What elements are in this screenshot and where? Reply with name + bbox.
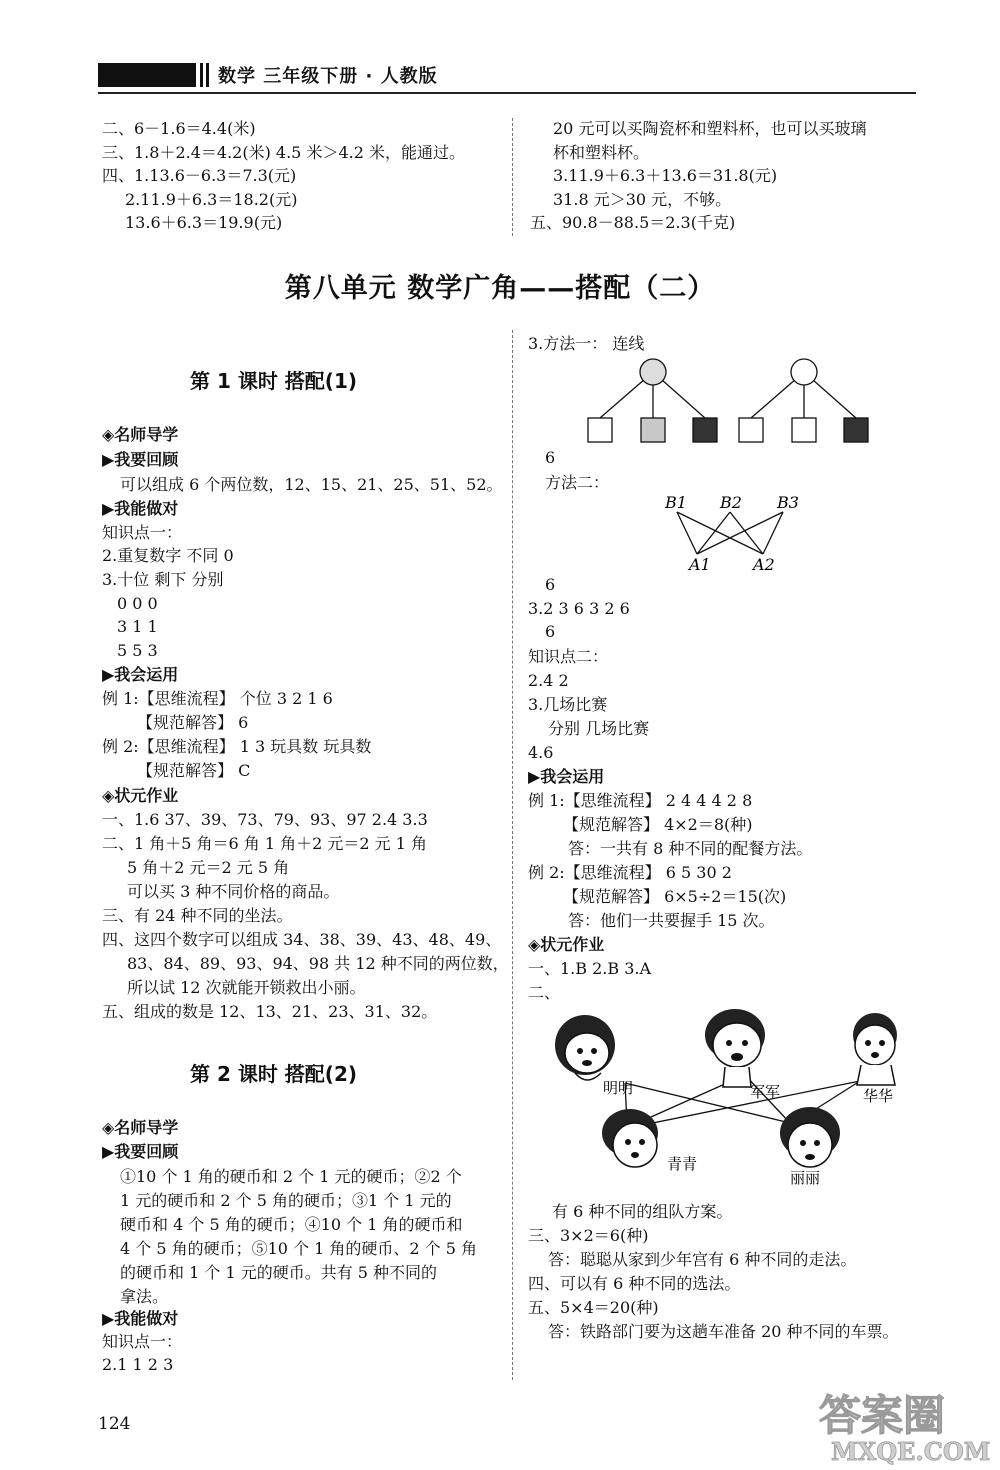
header-bar	[200, 63, 203, 87]
header-rule	[98, 92, 916, 94]
unit-title: 第八单元 数学广角——搭配（二）	[284, 273, 716, 304]
text-line: 知识点二：	[528, 647, 609, 666]
text-line: 31.8 元＞30 元，不够。	[553, 190, 732, 209]
text-line: 6	[545, 622, 556, 641]
text-line: 3.几场比赛	[528, 695, 608, 714]
tree-leaf-node	[588, 418, 612, 442]
text-line: 例 1:【思维流程】 2 4 4 4 2 8	[528, 791, 753, 810]
kid-lili-avatar	[780, 1107, 840, 1167]
subsection-heading: ▶我会运用	[102, 665, 179, 684]
text-line: 【规范解答】 4×2＝8(种)	[563, 815, 753, 834]
text-line: 五、组成的数是 12、13、21、23、31、32。	[102, 1002, 438, 1021]
node-label: B2	[720, 493, 742, 512]
tree-root-node	[640, 359, 666, 385]
subsection-heading: ▶我要回顾	[102, 1142, 179, 1161]
text-line: 所以试 12 次就能开锁救出小丽。	[127, 978, 366, 997]
kid-mingming-avatar	[555, 1015, 615, 1080]
text-line: 【规范解答】 6	[137, 713, 249, 732]
node-label: B3	[777, 493, 799, 512]
text-line: 6	[545, 448, 556, 467]
section-heading: ◈名师导学	[102, 1118, 179, 1137]
text-line: 四、1.13.6－6.3＝7.3(元)	[102, 166, 297, 185]
subsection-heading: ▶我要回顾	[102, 450, 179, 469]
subsection-heading: ▶我能做对	[102, 499, 179, 518]
text-line: 2.11.9＋6.3＝18.2(元)	[125, 190, 298, 209]
kid-name: 华华	[863, 1087, 894, 1105]
page-number: 124	[98, 1414, 131, 1434]
text-line: 5 角＋2 元＝2 元 5 角	[127, 858, 290, 877]
watermark-logo	[815, 1382, 995, 1466]
lesson-title: 第 2 课时 搭配(2)	[190, 1062, 358, 1086]
text-line: 方法二：	[545, 473, 610, 492]
text-line: 知识点一：	[102, 1332, 183, 1351]
team-pairing-illustration	[545, 1005, 915, 1185]
section-heading: ◈名师导学	[102, 425, 179, 444]
section-heading: ◈状元作业	[528, 935, 605, 954]
text-line: 答：铁路部门要为这趟车准备 20 种不同的车票。	[548, 1322, 899, 1341]
text-line: 二、1 角＋5 角＝6 角 1 角＋2 元＝2 元 1 角	[102, 834, 428, 853]
header-black-block	[98, 63, 196, 87]
header-bar	[206, 63, 209, 87]
text-line: 一、1.B 2.B 3.A	[528, 959, 652, 978]
text-line: 杯和塑料杯。	[553, 143, 650, 162]
text-line: 4.6	[528, 743, 554, 762]
lesson-title: 第 1 课时 搭配(1)	[190, 369, 358, 393]
text-line: 一、1.6 37、39、73、79、93、97 2.4 3.3	[102, 810, 428, 829]
text-line: 83、84、89、93、94、98 共 12 种不同的两位数，	[127, 954, 509, 973]
node-label: B1	[665, 493, 687, 512]
kid-name: 丽丽	[790, 1169, 821, 1185]
connection-diagram	[655, 490, 805, 572]
subsection-heading: ▶我会运用	[528, 767, 605, 786]
text-line: 4 个 5 角的硬币；⑤10 个 1 角的硬币、2 个 5 角	[120, 1239, 478, 1258]
text-line: 2.重复数字 不同 0	[102, 546, 234, 565]
section-heading: ◈状元作业	[102, 786, 179, 805]
text-line: 13.6＋6.3＝19.9(元)	[125, 213, 283, 232]
text-line: 二、	[528, 983, 561, 1002]
text-line: 答：一共有 8 种不同的配餐方法。	[568, 839, 813, 858]
column-divider	[512, 330, 513, 1380]
text-line: 硬币和 4 个 5 角的硬币；④10 个 1 角的硬币和	[120, 1215, 463, 1234]
text-line: 3.11.9＋6.3＋13.6＝31.8(元)	[553, 166, 778, 185]
tree-leaf-node	[693, 418, 717, 442]
kid-name: 明明	[603, 1079, 634, 1097]
header-title: 数学 三年级下册 · 人教版	[218, 66, 438, 87]
text-line: 四、这四个数字可以组成 34、38、39、43、48、49、	[102, 930, 502, 949]
text-line: 1 元的硬币和 2 个 5 角的硬币；③1 个 1 元的	[120, 1191, 452, 1210]
text-line: 可以买 3 种不同价格的商品。	[127, 882, 340, 901]
kid-junjun-avatar	[705, 1009, 765, 1087]
column-divider	[512, 118, 513, 236]
text-line: 3.2 3 6 3 2 6	[528, 599, 630, 618]
tree-root-node	[791, 359, 817, 385]
text-line: 2.1 1 2 3	[102, 1355, 174, 1374]
kid-name: 军军	[750, 1083, 781, 1101]
node-label: A2	[753, 555, 775, 572]
tree-leaf-node	[844, 418, 868, 442]
text-line: 【规范解答】 C	[137, 761, 251, 780]
text-line: 三、有 24 种不同的坐法。	[102, 906, 293, 925]
node-label: A1	[689, 555, 711, 572]
text-line: 可以组成 6 个两位数，12、15、21、25、51、52。	[120, 475, 503, 494]
text-line: 20 元可以买陶瓷杯和塑料杯，也可以买玻璃	[553, 119, 867, 138]
text-line: 五、90.8－88.5＝2.3(千克)	[530, 213, 736, 232]
text-line: 拿法。	[120, 1287, 169, 1306]
text-line: 3 1 1	[117, 617, 158, 636]
kid-huahua-avatar	[853, 1013, 897, 1085]
text-line: 3.十位 剩下 分别	[102, 570, 224, 589]
watermark-text: 答案圈	[819, 1391, 946, 1440]
text-line: 答：他们一共要握手 15 次。	[568, 911, 775, 930]
text-line: 2.4 2	[528, 671, 569, 690]
text-line: 三、1.8＋2.4＝4.2(米) 4.5 米＞4.2 米，能通过。	[102, 143, 465, 162]
text-line: 例 2:【思维流程】 1 3 玩具数 玩具数	[102, 737, 372, 756]
text-line: 分别 几场比赛	[548, 719, 650, 738]
text-line: 有 6 种不同的组队方案。	[552, 1202, 733, 1221]
text-line: 例 1:【思维流程】 个位 3 2 1 6	[102, 689, 333, 708]
text-line: 三、3×2＝6(种)	[528, 1226, 649, 1245]
text-line: 的硬币和 1 个 1 元的硬币。共有 5 种不同的	[120, 1263, 438, 1282]
kid-name: 青青	[667, 1155, 698, 1173]
tree-diagram	[570, 356, 880, 448]
kid-qingqing-avatar	[602, 1109, 658, 1167]
text-line: 6	[545, 575, 556, 594]
text-line: 3.方法一： 连线	[528, 334, 645, 353]
text-line: ①10 个 1 角的硬币和 2 个 1 元的硬币；②2 个	[120, 1167, 462, 1186]
text-line: 【规范解答】 6×5÷2＝15(次)	[563, 887, 787, 906]
text-line: 例 2:【思维流程】 6 5 30 2	[528, 863, 732, 882]
text-line: 0 0 0	[117, 594, 158, 613]
subsection-heading: ▶我能做对	[102, 1309, 179, 1328]
text-line: 知识点一：	[102, 523, 183, 542]
text-line: 五、5×4＝20(种)	[528, 1298, 659, 1317]
tree-leaf-node	[641, 418, 665, 442]
text-line: 二、6－1.6＝4.4(米)	[102, 119, 256, 138]
tree-leaf-node	[792, 418, 816, 442]
tree-leaf-node	[739, 418, 763, 442]
text-line: 四、可以有 6 种不同的选法。	[528, 1274, 741, 1293]
watermark-url: MXQE.COM	[831, 1437, 991, 1466]
text-line: 5 5 3	[117, 641, 158, 660]
text-line: 答：聪聪从家到少年宫有 6 种不同的走法。	[548, 1250, 857, 1269]
